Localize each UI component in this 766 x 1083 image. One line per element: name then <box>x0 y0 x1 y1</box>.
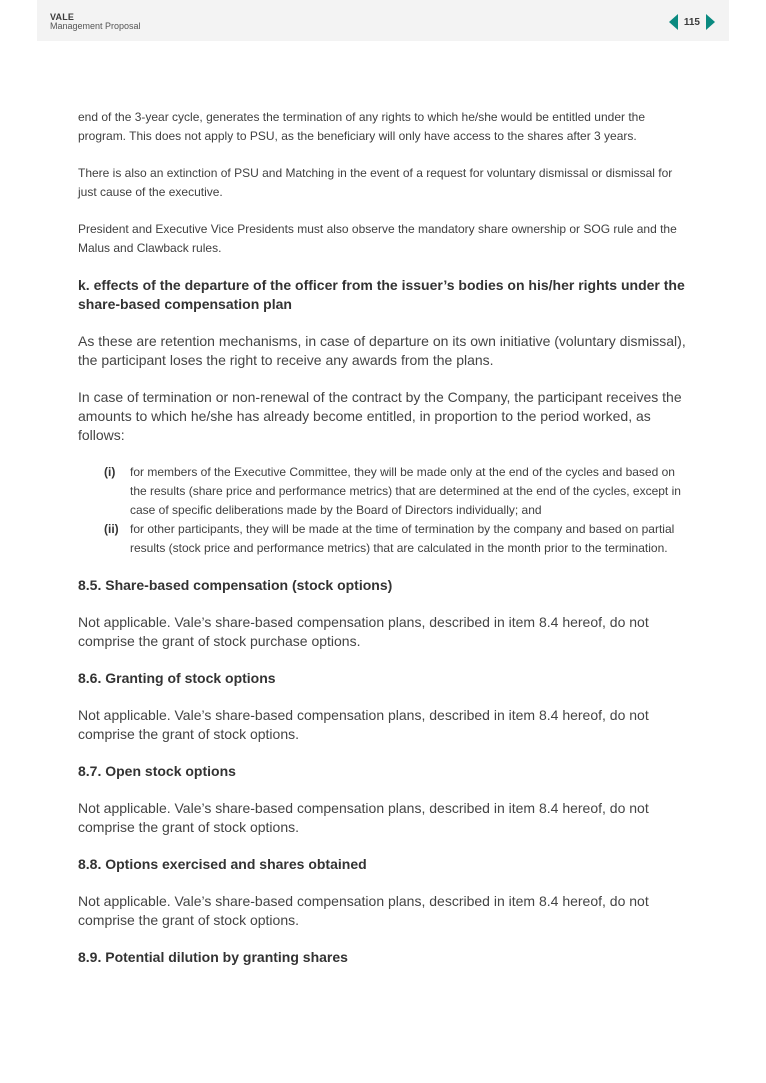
next-page-icon[interactable] <box>706 14 715 30</box>
section-heading-8-5: 8.5. Share-based compensation (stock options) <box>78 577 393 593</box>
section-heading-8-7: 8.7. Open stock options <box>78 763 236 779</box>
list-text: for members of the Executive Committee, they will be made only at the end of the cycles and based on the results (share price and performance metrics) that are determined at the end of the cycles, except in case of specific deliberations made by the Board of Directors individually; and <box>130 465 681 517</box>
paragraph-sog-rule: President and Executive Vice Presidents must also observe the mandatory share ownership or SOG rule and the Malus and Clawback rules. <box>78 222 677 255</box>
list-item <box>78 520 690 558</box>
list-text: for other participants, they will be made at the time of termination by the company and based on partial results (stock price and performance metrics) that are calculated in the month prior to the termination. <box>130 522 675 555</box>
page-number: 115 <box>683 16 700 28</box>
page-header <box>37 0 729 41</box>
paragraph-retention: As these are retention mechanisms, in case of departure on its own initiative (voluntary dismissal), the participant loses the right to receive any awards from the plans. <box>78 333 686 368</box>
brand-name: VALE <box>50 12 75 22</box>
document-body <box>78 108 690 967</box>
previous-page-icon[interactable] <box>669 14 678 30</box>
paragraph-8-7: Not applicable. Vale’s share-based compensation plans, described in item 8.4 hereof, do not comprise the grant of stock options. <box>78 800 649 835</box>
section-heading-8-8: 8.8. Options exercised and shares obtained <box>78 856 367 872</box>
list-marker: (ii) <box>104 522 119 536</box>
list-marker: (i) <box>104 465 116 479</box>
section-heading-8-6: 8.6. Granting of stock options <box>78 670 276 686</box>
document-subtitle: Management Proposal <box>50 21 141 32</box>
paragraph-8-5: Not applicable. Vale’s share-based compensation plans, described in item 8.4 hereof, do not comprise the grant of stock purchase options. <box>78 614 649 649</box>
brand-block <box>50 13 141 32</box>
paragraph-psu-extinction: There is also an extinction of PSU and Matching in the event of a request for voluntary dismissal or dismissal for just cause of the executive. <box>78 166 673 199</box>
termination-list <box>78 463 690 558</box>
paragraph-termination: In case of termination or non-renewal of the contract by the Company, the participant receives the amounts to which he/she has already become entitled, in proportion to the period worked, as follows: <box>78 389 682 443</box>
paragraph-cycle-termination: end of the 3-year cycle, generates the termination of any rights to which he/she would be entitled under the program. This does not apply to PSU, as the beneficiary will only have access to the shares after 3 years. <box>78 110 646 143</box>
page-navigator <box>669 14 715 30</box>
list-item <box>78 463 690 520</box>
section-heading-8-9: 8.9. Potential dilution by granting shares <box>78 949 348 965</box>
section-heading-k: k. effects of the departure of the officer from the issuer’s bodies on his/her rights under the share-based compensation plan <box>78 277 685 312</box>
paragraph-8-6: Not applicable. Vale’s share-based compensation plans, described in item 8.4 hereof, do not comprise the grant of stock options. <box>78 707 649 742</box>
paragraph-8-8: Not applicable. Vale’s share-based compensation plans, described in item 8.4 hereof, do not comprise the grant of stock options. <box>78 893 649 928</box>
